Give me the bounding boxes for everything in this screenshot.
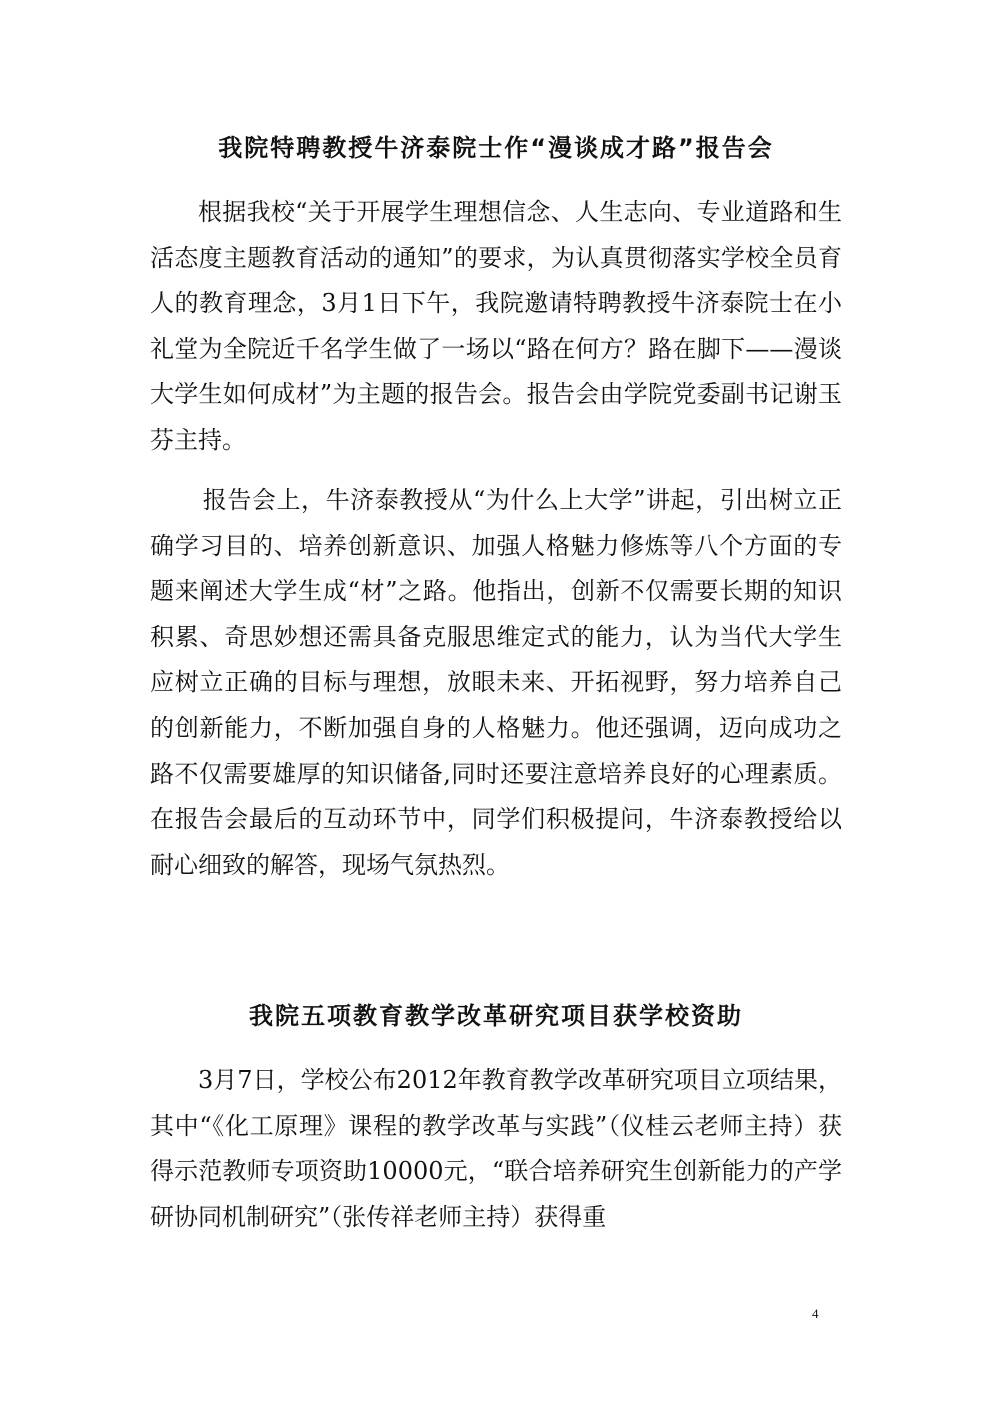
article-1-paragraph-1: 根据我校“关于开展学生理想信念、人生志向、专业道路和生活态度主题教育活动的通知”的要求，为认真贯彻落实学校全员育人的教育理念，3月1日下午，我院邀请特聘教授牛济泰院士在小礼堂为全院近千名学生做了一场以“路在何方？路在脚下——漫谈大学生如何成材”为主题的报告会。报告会由学院党委副书记谢玉芬主持。 <box>150 198 842 454</box>
article-2-paragraph-1: 3月7日，学校公布2012年教育教学改革研究项目立项结果，其中“《化工原理》课程的教学改革与实践”（仪桂云老师主持）获得示范教师专项资助10000元，“联合培养研究生创新能力的产学研协同机制研究”（张传祥老师主持）获得重 <box>150 1066 842 1231</box>
article-1-title: 我院特聘教授牛济泰院士作“漫谈成才路”报告会 <box>218 134 774 162</box>
article-1-paragraph-2: 报告会上，牛济泰教授从“为什么上大学”讲起，引出树立正确学习目的、培养创新意识、加强人格魅力修炼等八个方面的专题来阐述大学生成“材”之路。他指出，创新不仅需要长期的知识积累、奇思妙想还需具备克服思维定式的能力，认为当代大学生应树立正确的目标与理想，放眼未来、开拓视野，努力培养自己的创新能力，不断加强自身的人格魅力。他还强调，迈向成功之路不仅需要雄厚的知识储备,同时还要注意培养良好的心理素质。在报告会最后的互动环节中，同学们积极提问，牛济泰教授给以耐心细致的解答，现场气氛热烈。 <box>150 486 842 879</box>
article-2-title: 我院五项教育教学改革研究项目获学校资助 <box>249 1002 743 1030</box>
page-number: 4 <box>812 1306 819 1321</box>
